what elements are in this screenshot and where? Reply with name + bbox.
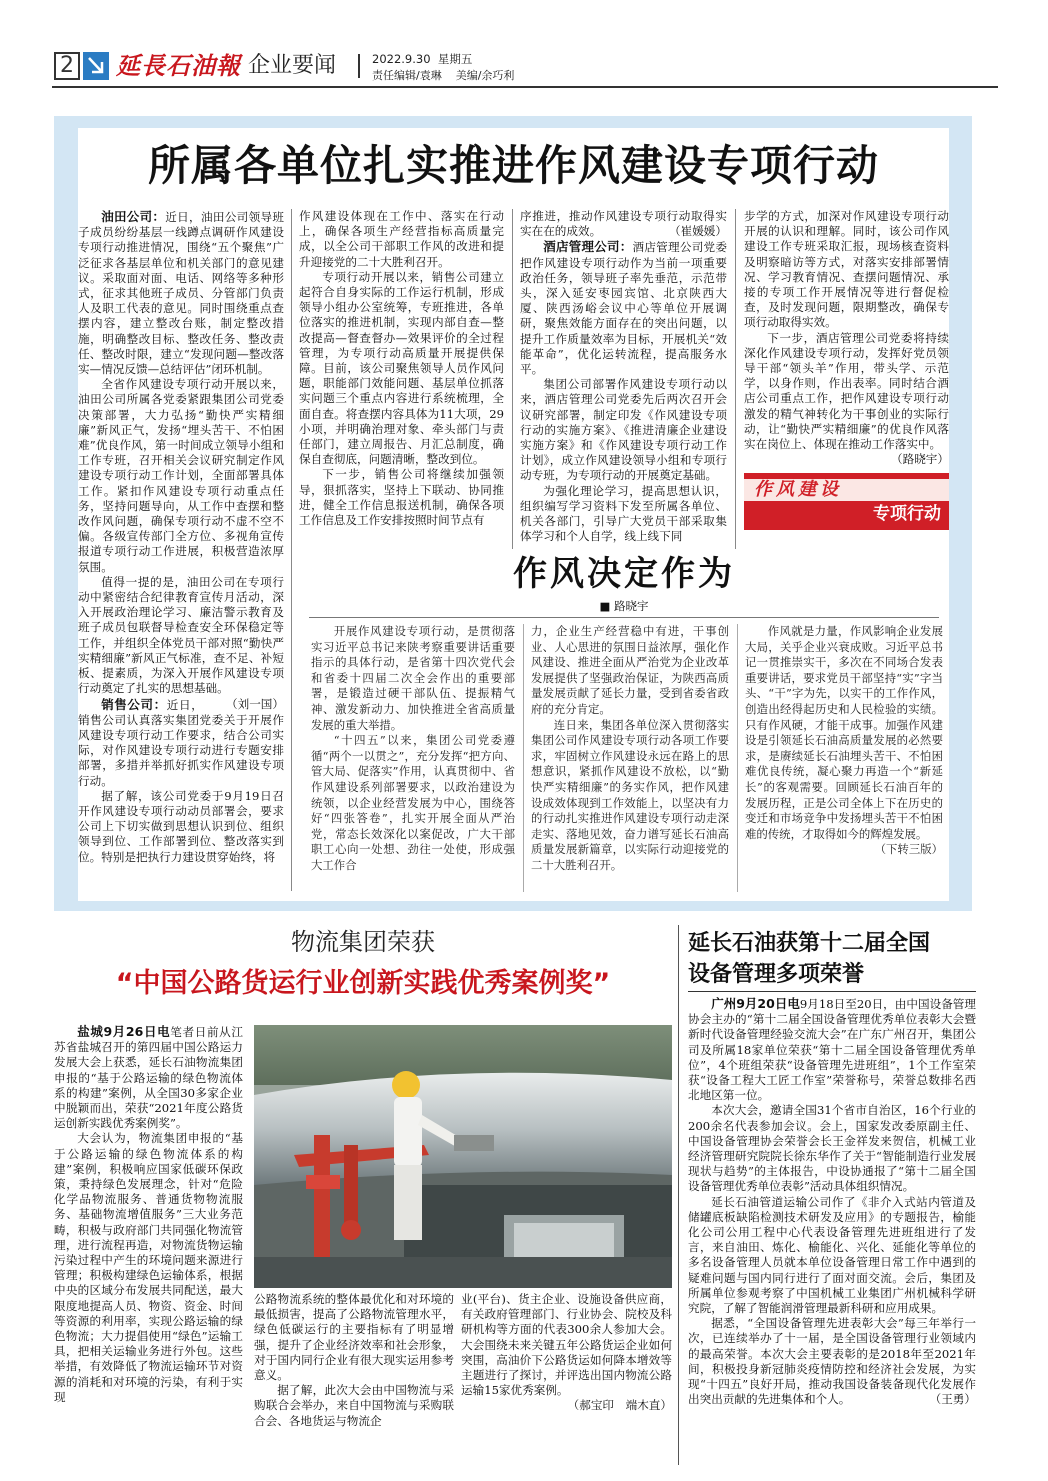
news-photo — [254, 1025, 672, 1288]
paragraph — [744, 330, 949, 467]
equipment-headline — [688, 928, 978, 990]
equipment-body — [688, 996, 976, 1468]
paragraph — [311, 624, 515, 733]
feature-headline: 所属各单位扎实推进作风建设专项行动 — [147, 141, 879, 190]
byline-signature: （郝宝印 端木直） — [567, 1398, 672, 1413]
paragraph — [78, 377, 284, 575]
paragraph — [744, 209, 949, 331]
paragraph-text: 公路物流系统的整体最优化和对环境的最低损害，提高了公路物流管理水平，绿色低碳运行的主要指标有了明显增强，提升了企业经济效率和社会形象，对于国内同行企业有很大现实运用参考意义。 — [254, 1292, 454, 1383]
paragraph-text: 据了解，该公司党委于9月19日召开作风建设专项行动动员部署会，要求公司上下切实做到思想认识到位、组织领导到位、工作部署到位、整改落实到位。特别是把执行力建设贯穿始终，将 — [78, 788, 284, 864]
paragraph-text: 开展作风建设专项行动，是贯彻落实习近平总书记来陕考察重要讲话重要指示的具体行动，是省第十四次党代会和省委十四届二次全会作出的重要部署，是锻造过硬干部队伍、提振精气神、激发新动力、加快推进全省高质量发展的重大举措。 — [311, 624, 515, 732]
section-divider — [678, 925, 679, 1465]
paragraph-text: 作风就是力量，作风影响企业发展大局，关乎企业兴衰成败。习近平总书记一贯推崇实干，多次在不同场合发表重要讲话，要求党员干部坚持“实”字当头、“干”字为先，以实干的工作作风，创造出经得起历史和人民检验的实绩。只有作风硬，才能干成事。加强作风建设是引领延长石油高质量发展的必然要求，是赓续延长石油埋头苦干、不怕困难优良传统，凝心聚力再造一个“新延长”的客观需要。回顾延长石油百年的发展历程，正是公司全体上下在历史的变迁和市场竞争中发扬埋头苦干不怕困难的传统，才取得如今的辉煌发展。 — [745, 624, 943, 841]
paragraph-text: 笔者日前从江苏省盐城召开的第四届中国公路运力发展大会上获悉，延长石油物流集团申报的“基于公路运输的绿色物流体系的构建”案例，从全国30多家企业中脱颖而出，荣获“2021年度公路货运创新实践优秀案例奖”。 — [54, 1025, 243, 1131]
commentary-rule — [309, 617, 939, 618]
logistics-column-1 — [54, 1024, 243, 1464]
paragraph-text: 值得一提的是，油田公司在专项行动中紧密结合纪律教育宣传月活动，深入开展政治理论学习、廉洁警示教育及班子成员包联督导检查安全环保稳定等工作，并组织全体党员干部对照“勤快严实精细廉”新风正气标准，查不足、补短板、提素质，为深入开展作风建设专项行动奠定了扎实的思想基础。 — [78, 574, 284, 696]
paragraph — [54, 1131, 243, 1405]
feature-column-3 — [520, 209, 727, 549]
masthead-rule — [52, 86, 998, 88]
paragraph-text: 本次大会，邀请全国31个省市自治区，16个行业的200余名代表参加会议。会上，国家发改委原副主任、中国设备管理协会荣誉会长王金祥发来贺信，机械工业经济管理研究院院长徐东华作了关于“智能制造行业发展现状与趋势”的主体报告，中设协通报了“第十二届全国设备管理优秀单位表彰”活动具体组织情况。 — [688, 1103, 976, 1194]
column-divider — [512, 209, 513, 549]
paragraph-text: 步学的方式，加深对作风建设专项行动开展的认识和理解。同时，该公司作风建设工作专班采取汇报，现场核查资料及明察暗访等方式，对落实安排部署情况、学习教育情况、查摆问题情况、承接的专项工作开展情况等进行督促检查，及时发现问题，限期整改，确保专项行动取得实效。 — [744, 209, 949, 330]
paragraph — [531, 624, 729, 718]
paragraph-text: 酒店管理公司党委把作风建设专项行动作为当前一项重要政治任务，领导班子率先垂范，示范带头，深入延安枣园宾馆、北京陕西大厦、陕西汤峪会议中心等单位开展调研，聚焦效能方面存在的突出问题，以提升工作质量效率为目标，开展机关“效能革命”，优化运转流程，提高服务水平。 — [520, 240, 727, 377]
dateline: 广州9月20日电 — [711, 996, 800, 1011]
paragraph — [299, 270, 504, 468]
paragraph-text: 延长石油管道运输公司作了《非介入式站内管道及储罐底板缺陷检测技术研发及应用》的专题报告，榆能化公司公用工程中心代表设备管理先进班组进行了发言，来自油田、炼化、榆能化、兴化、延能化等单位的多名设备管理人员就本单位设备管理日常工作中遇到的疑难问题与国内同行进行了面对面交流。会后，集团及所属单位参观考察了中国机械工业集团广州机械科学研究院，了解了智能润滑管理最新科研和应用成果。 — [688, 1194, 976, 1316]
paragraph-text: 作风建设体现在工作中、落实在行动上，确保各项生产经营指标高质量完成，以全公司干部职工作风的改进和提升迎接党的二十大胜利召开。 — [299, 209, 504, 269]
paragraph-text: 下一步，销售公司将继续加强领导，狠抓落实，坚持上下联动、协同推进，健全工作信息报送机制，确保各项工作信息及工作安排按照时间节点有 — [299, 467, 504, 528]
column-divider — [737, 624, 738, 892]
paragraph-text: 9月18日至20日，由中国设备管理协会主办的“第十二届全国设备管理优秀单位表彰大会暨新时代设备管理经验交流大会”在广东广州召开，集团公司及所属18家单位荣获“第十二届全国设备管理优秀单位”，4个班组荣获“设备管理先进班组”，1个工作室荣获“设备工程大工匠工作室”荣誉称号，荣誉总数排名西北地区第一位。 — [688, 997, 976, 1103]
paragraph-text: 近日，油田公司领导班子成员纷纷基层一线蹲点调研作风建设专项行动推进情况，围绕“五个聚焦”广泛征求各基层单位和机关部门的意见建议。采取面对面、电话、网络等多种形式，征求其他班子成员、分管部门负责人及职工代表的意见。同时围绕重点查摆内容，建立整改台账，制定整改措施，明确整改目标、整改任务、整改责任、整改时限，建立“发现问题—整改落实—情况反馈—总结评估”闭环机制。 — [78, 210, 284, 377]
equipment-headline-line-2: 设备管理多项荣誉 — [688, 962, 865, 987]
paragraph-text: 专项行动开展以来，销售公司建立起符合自身实际的工作运行机制，形成领导小组办公室统筹，专班推进，各单位落实的推进机制，实现内部自查—整改提高—督查督办—效果评价的全过程管理，为专项行动高质量开展提供保障。目前，该公司聚焦领导人员作风问题，职能部门效能问题、基层单位抓落实问题三个重点内容进行系统梳理，全面自查。将查摆内容具体为11大项，29小项，并明确治理对象、牵头部门与责任部门，建立周报告、月汇总制度，确保自查彻底，问题清晰，整改到位。 — [299, 269, 504, 467]
commentary-column-2 — [531, 624, 729, 892]
campaign-badge — [744, 473, 949, 530]
paragraph — [461, 1292, 672, 1413]
feature-column-4 — [744, 209, 949, 469]
paragraph — [520, 377, 727, 483]
logistics-kicker: 物流集团荣获 — [291, 928, 435, 956]
paragraph — [531, 718, 729, 874]
paragraph — [54, 1024, 243, 1131]
paragraph — [520, 239, 727, 377]
paragraph — [520, 484, 727, 545]
equipment-headline-line-1: 延长石油获第十二届全国 — [688, 931, 931, 956]
commentary-title: 作风决定作为 — [513, 554, 735, 594]
paragraph-text: 序推进，推动作风建设专项行动取得实实在在的成效。 — [520, 209, 727, 239]
paragraph-text: 连日来，集团各单位深入贯彻落实集团公司作风建设专项行动各项工作要求，牢固树立作风建设永远在路上的思想意识，紧抓作风建设不放松，以“勤快严实精细廉”的务实作风，把作风建设成效体现到工作效能上，以坚决有力的行动扎实推进作风建设专项行动走深走实、落地见效，奋力谱写延长石油高质量发展新篇章，以实际行动迎接党的二十大胜利召开。 — [531, 717, 729, 872]
paragraph-text: 业(平台)、货主企业、设施设备供应商，有关政府管理部门、行业协会、院校及科研机构等方面的代表300余人参加大会。大会围绕未来关键五年公路货运企业如何突围，高油价下公路货运如何降本增效等主题进行了探讨，并评选出国内物流公路运输15家优秀案例。 — [461, 1292, 672, 1398]
column-divider — [291, 209, 292, 891]
paragraph — [78, 209, 284, 377]
byline-signature: （路晓宇） — [891, 452, 949, 467]
dateline: 销售公司： — [101, 696, 167, 712]
paragraph — [688, 1103, 976, 1194]
paragraph — [688, 996, 976, 1103]
commentary-author: ■ 路晓宇 — [599, 599, 649, 613]
logistics-column-2 — [254, 1292, 454, 1467]
byline-signature: （王勇） — [929, 1392, 976, 1407]
badge-line-2: 专项行动 — [873, 504, 941, 524]
weekday-text: 星期五 — [437, 52, 473, 66]
commentary-column-1 — [311, 624, 515, 892]
masthead-divider — [358, 54, 360, 78]
paragraph — [78, 789, 284, 865]
paragraph-text: 力，企业生产经营稳中有进，干事创业、人心思进的氛围日益浓厚，强化作风建设、推进全面从严治党为企业改革发展提供了坚强政治保证，为陕西高质量发展贡献了延长力量，受到省委省政府的充分肯定。 — [531, 624, 729, 716]
paragraph-text: 全省作风建设专项行动开展以来，油田公司所属各党委紧跟集团公司党委决策部署，大力弘扬“勤快严实精细廉”新风正气，发扬“埋头苦干、不怕困难”优良作风，第一时间成立领导小组和工作专班，召开相关会议研究制定作风建设专项行动工作计划，全面部署具体工作。紧扣作风建设专项行动重点任务，坚持问题导向，从工作中查摆和整改作风问题，确保专项行动不虚不空不偏。各级宣传部门全方位、多视角宣传报道专项行动工作进展，积极营造浓厚氛围。 — [78, 377, 284, 574]
paragraph — [688, 1195, 976, 1317]
paragraph-text: 据悉，“全国设备管理先进表彰大会”每三年举行一次，已连续举办了十一届，是全国设备管理行业领域内的最高荣誉。本次大会主要表彰的是2018年至2021年间，积极投身新冠肺炎疫情防控和经济社会发展，为实现“十四五”良好开局，推动我国设备装备现代化发展作出突出贡献的先进集体和个人。 — [688, 1316, 976, 1407]
feature-column-1 — [78, 209, 284, 892]
issue-date — [372, 51, 472, 67]
paragraph — [311, 733, 515, 873]
equipment-rule — [688, 991, 976, 992]
section-title: 企业要闻 — [248, 53, 337, 78]
paragraph-text: 集团公司部署作风建设专项行动以来，酒店管理公司党委先后两次召开会议研究部署，制定印发《作风建设专项行动的实施方案》、《推进清廉企业建设实施方案》和《作风建设专项行动工作计划》，成立作风建设领导小组和专项行动专班，为专项行动的开展奠定基础。 — [520, 377, 727, 483]
paragraph-text: 近日，销售公司认真落实集团党委关于开展作风建设专项行动工作要求，结合公司实际，对作风建设专项行动进行专题安排部署，多措并举抓好抓实作风建设专项行动。 — [78, 697, 284, 788]
dateline: 油田公司： — [101, 209, 166, 224]
column-divider — [523, 624, 524, 892]
arrow-icon — [83, 52, 109, 80]
dateline: 酒店管理公司： — [543, 239, 633, 255]
paragraph — [299, 467, 504, 528]
byline-signature: （崔媛媛） — [669, 224, 727, 239]
date-text: 2022.9.30 — [372, 52, 431, 66]
paragraph — [745, 624, 943, 857]
editors-credit: 责任编辑/袁琳 美编/余巧利 — [372, 69, 515, 82]
paragraph-text: 据了解，此次大会由中国物流与采购联合会举办，来自中国物流与采购联合会、各地货运与物流企 — [254, 1383, 454, 1428]
paragraph — [520, 209, 727, 239]
paragraph — [254, 1292, 454, 1383]
paragraph — [688, 1316, 976, 1407]
paragraph-text: “十四五”以来，集团公司党委遵循“两个一以贯之”，充分发挥“把方向、管大局、促落实”作用，认真贯彻中、省作风建设系列部署要求，以政治建设为统领，以企业经营发展为中心，围绕答好“四张答卷”，扎实开展全面从严治党，常态长效深化以案促改，广大干部职工心向一处想、劲往一处使，形成强大工作合 — [311, 733, 515, 872]
paper-logo: 延長石油報 — [116, 51, 241, 80]
feature-column-2 — [299, 209, 504, 549]
byline-signature: （下转三版） — [874, 842, 943, 857]
byline-signature: （刘一国） — [226, 696, 284, 711]
page-number: 2 — [54, 52, 80, 80]
commentary-column-3 — [745, 624, 943, 892]
paragraph — [254, 1383, 454, 1429]
logistics-headline: “中国公路货运行业创新实践优秀案例奖” — [115, 968, 611, 999]
paragraph-text: 大会认为，物流集团申报的“基于公路运输的绿色物流体系的构建”案例，积极响应国家低碳环保政策，秉持绿色发展理念，针对“危险化学品物流服务、普通货物物流服务、基础物流增值服务”三大业务范畴，积极与政府部门共同强化物流管理，进行流程再造，对物流货物运输污染过程中产生的环境问题来源进行管理；积极构建绿色运输体系，根据中央的区域分布发展共同配送，最大限度地提高人员、物资、资金、时间等资源的利用率，实现公路运输的绿色物流；大力提倡使用“绿色”运输工具，把相关运输业务进行外包。这些举措，有效降低了物流运输环节对资源的消耗和对环境的污染，有利于实现 — [54, 1131, 243, 1404]
paragraph-text: 为强化理论学习，提高思想认识，组织编写学习资料下发至所属各单位、机关各部门，引导广大党员干部采取集体学习和个人自学，线上线下同 — [520, 483, 727, 544]
dateline: 盐城9月26日电 — [77, 1024, 171, 1039]
paragraph-text: 下一步，酒店管理公司党委将持续深化作风建设专项行动，发挥好党员领导干部“领头羊”作用，带头学、示范学，以身作则，作出表率。同时结合酒店公司重点工作，把作风建设专项行动激发的精气神转化为干事创业的实际行动，让“勤快严实精细廉”的优良作风落实在岗位上、体现在推动工作落实中。 — [744, 330, 949, 452]
column-divider — [735, 209, 736, 549]
badge-line-1: 作风建设 — [754, 479, 842, 500]
logistics-column-3 — [461, 1292, 672, 1467]
masthead — [52, 50, 998, 84]
paragraph — [299, 209, 504, 270]
